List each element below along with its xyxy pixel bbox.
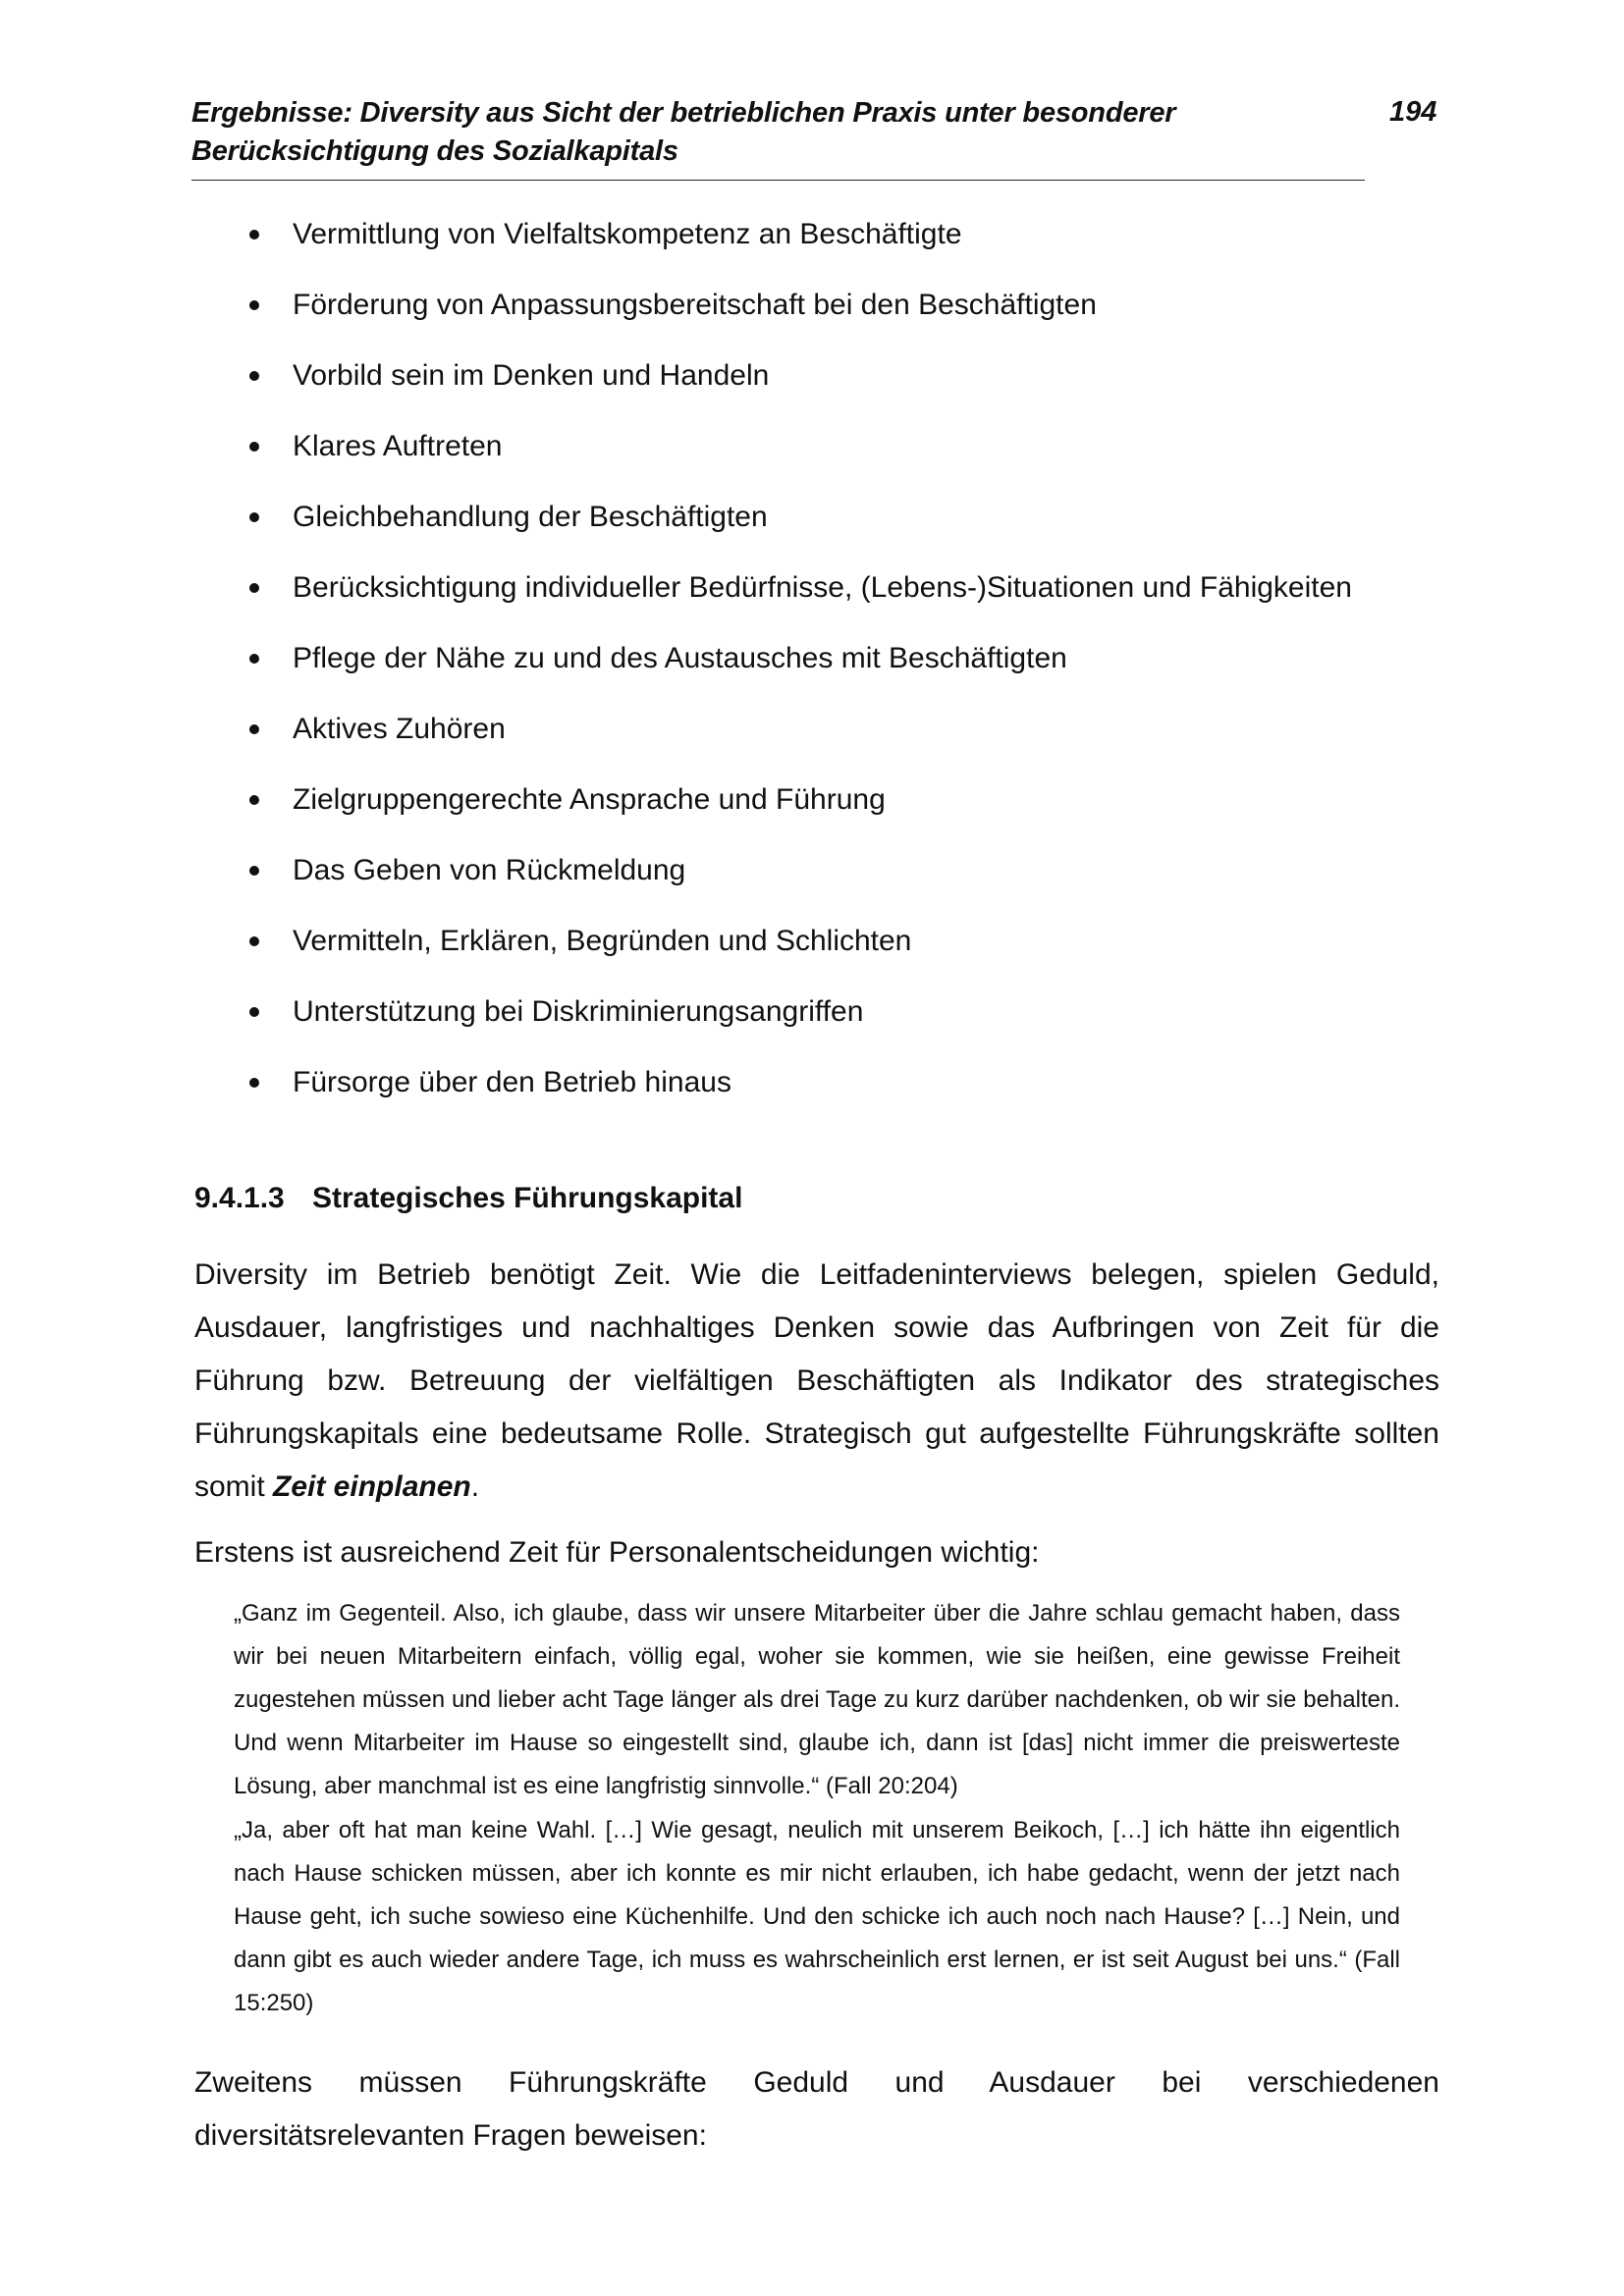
bullet-icon (249, 583, 259, 593)
list-item: Förderung von Anpassungsbereitschaft bei den Beschäftigten (245, 284, 1352, 354)
bullet-icon (249, 866, 259, 876)
paragraph-intro: Diversity im Betrieb benötigt Zeit. Wie die Leitfadeninterviews belegen, spielen Geduld, Ausdauer, langfristiges und nachhaltiges Denken sowie das Aufbringen von Zeit für die Führung bzw. Betreuung der vielfältigen Beschäftigten als Indikator des strategisches Führungskapitals eine bedeutsame Rolle. Strategisch gut aufgestellte Führungskräfte sollten somit Zeit einplanen. (194, 1258, 1439, 1503)
bullet-icon (249, 1007, 259, 1017)
bullet-icon (249, 371, 259, 381)
bullet-icon (249, 936, 259, 946)
page-number: 194 (1389, 96, 1437, 128)
section-heading (194, 1182, 742, 1215)
list-item: Vermittlung von Vielfaltskompetenz an Beschäftigte (245, 213, 1352, 284)
list-item: Gleichbehandlung der Beschäftigten (245, 496, 1352, 566)
header-divider (191, 180, 1365, 181)
bullet-icon (249, 300, 259, 310)
section-title: Strategisches Führungskapital (312, 1182, 743, 1214)
list-item: Vorbild sein im Denken und Handeln (245, 354, 1352, 425)
section-number: 9.4.1.3 (194, 1182, 285, 1214)
bullet-icon (249, 724, 259, 734)
bullet-icon (249, 512, 259, 522)
list-item: Aktives Zuhören (245, 708, 1352, 778)
list-item: Das Geben von Rückmeldung (245, 849, 1352, 920)
bullet-list (245, 213, 1352, 1132)
list-item: Fürsorge über den Betrieb hinaus (245, 1061, 1352, 1132)
bullet-icon (249, 1078, 259, 1088)
bullet-icon (249, 230, 259, 240)
header-title-line1: Ergebnisse: Diversity aus Sicht der betrieblichen Praxis unter besonderer (191, 97, 1176, 129)
list-item: Klares Auftreten (245, 425, 1352, 496)
bullet-icon (249, 654, 259, 664)
list-item: Berücksichtigung individueller Bedürfnisse, (Lebens-)Situationen und Fähigkeiten (245, 566, 1352, 637)
emphasis-text: Zeit einplanen (273, 1470, 471, 1503)
bullet-icon (249, 442, 259, 452)
paragraph-second-point: Zweitens müssen Führungskräfte Geduld und Ausdauer bei verschiedenen diversitätsrelevanten Fragen beweisen: (194, 2066, 1439, 2152)
header-title-line2: Berücksichtigung des Sozialkapitals (191, 135, 678, 167)
list-item: Vermitteln, Erklären, Begründen und Schlichten (245, 920, 1352, 990)
running-header (191, 94, 1365, 171)
paragraph-first-point: Erstens ist ausreichend Zeit für Personalentscheidungen wichtig: (194, 1536, 1040, 1569)
interview-quote: „Ganz im Gegenteil. Also, ich glaube, dass wir unsere Mitarbeiter über die Jahre schlau gemacht haben, dass wir bei neuen Mitarbeitern einfach, völlig egal, woher sie kommen, wie sie heißen, eine gewisse Freiheit zugestehen müssen und lieber acht Tage länger als drei Tage zu kurz darüber nachdenken, ob wir sie behalten. Und wenn Mitarbeiter im Hause so eingestellt sind, glaube ich, dann ist [das] nicht immer die preiswerteste Lösung, aber manchmal ist es eine langfristig sinnvolle.“ (Fall 20:204) (234, 1600, 1400, 1799)
list-item: Unterstützung bei Diskriminierungsangriffen (245, 990, 1352, 1061)
bullet-icon (249, 795, 259, 805)
list-item: Pflege der Nähe zu und des Austausches mit Beschäftigten (245, 637, 1352, 708)
list-item: Zielgruppengerechte Ansprache und Führung (245, 778, 1352, 849)
interview-quote: „Ja, aber oft hat man keine Wahl. […] Wie gesagt, neulich mit unserem Beikoch, […] ich hätte ihn eigentlich nach Hause schicken müssen, aber ich konnte es mir nicht erlauben, ich habe gedacht, wenn der jetzt nach Hause geht, ich suche sowieso eine Küchenhilfe. Und den schicke ich auch noch nach Hause? […] Nein, und dann gibt es auch wieder andere Tage, ich muss es wahrscheinlich erst lernen, er ist seit August bei uns.“ (Fall 15:250) (234, 1817, 1400, 2016)
